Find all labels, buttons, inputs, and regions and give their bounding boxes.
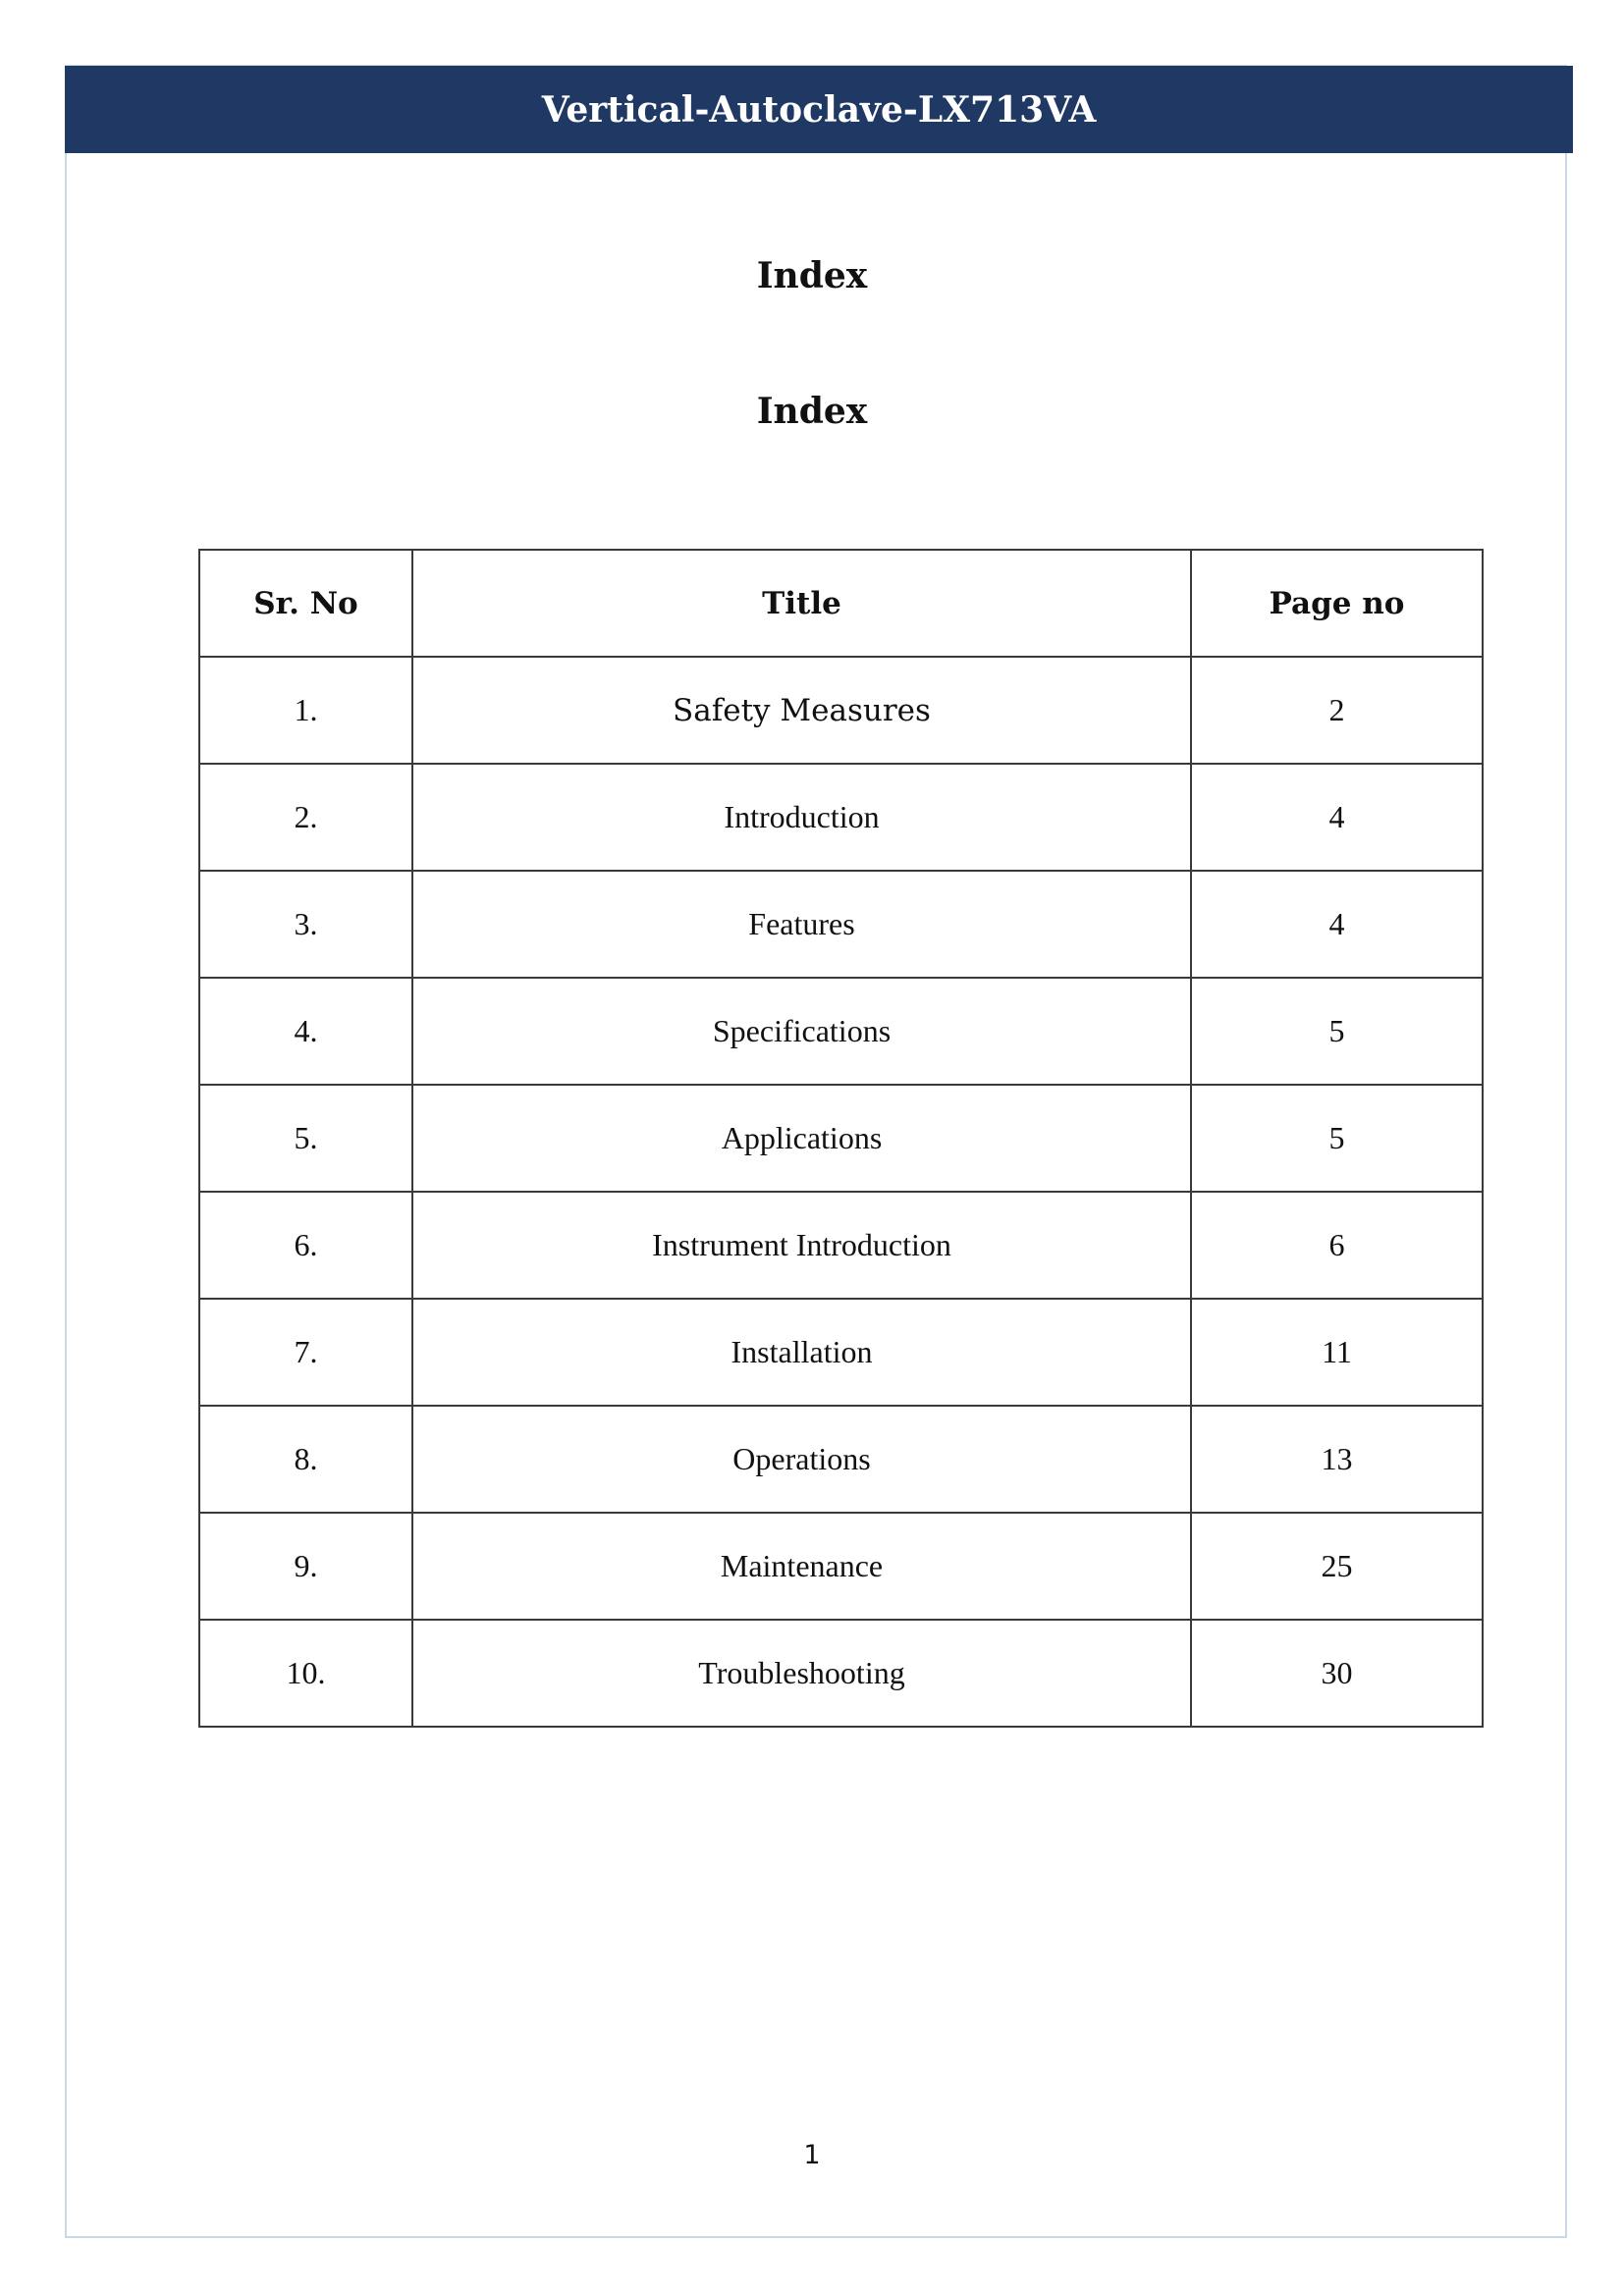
page-no-cell: 11 [1191, 1299, 1483, 1406]
title-cell: Operations [412, 1406, 1191, 1513]
page-no-cell: 13 [1191, 1406, 1483, 1513]
table-row [199, 978, 1483, 1085]
column-header-page-no: Page no [1191, 550, 1483, 657]
sr-no-cell: 5. [199, 1085, 412, 1192]
table-header-row [199, 550, 1483, 657]
sr-no-cell: 1. [199, 657, 412, 764]
page-no-cell: 25 [1191, 1513, 1483, 1620]
sr-no-cell: 9. [199, 1513, 412, 1620]
table-row [199, 1620, 1483, 1727]
title-cell: Features [412, 871, 1191, 978]
title-cell: Installation [412, 1299, 1191, 1406]
page-no-cell: 30 [1191, 1620, 1483, 1727]
table-row [199, 764, 1483, 871]
document-title: Vertical-Autoclave-LX713VA [541, 88, 1097, 131]
page-no-cell: 2 [1191, 657, 1483, 764]
page-no-cell: 6 [1191, 1192, 1483, 1299]
title-cell: Instrument Introduction [412, 1192, 1191, 1299]
table-row [199, 1299, 1483, 1406]
table-row [199, 1085, 1483, 1192]
table-row [199, 871, 1483, 978]
title-cell: Troubleshooting [412, 1620, 1191, 1727]
index-table [198, 549, 1484, 1728]
sr-no-cell: 4. [199, 978, 412, 1085]
page-no-cell: 5 [1191, 1085, 1483, 1192]
sr-no-cell: 7. [199, 1299, 412, 1406]
title-cell: Introduction [412, 764, 1191, 871]
sr-no-cell: 3. [199, 871, 412, 978]
page-number: 1 [803, 2140, 821, 2170]
page-no-cell: 4 [1191, 764, 1483, 871]
page-no-cell: 5 [1191, 978, 1483, 1085]
column-header-sr-no: Sr. No [199, 550, 412, 657]
index-heading: Index [756, 255, 868, 296]
page-no-cell: 4 [1191, 871, 1483, 978]
table-row [199, 1192, 1483, 1299]
table-row [199, 1513, 1483, 1620]
index-subheading: Index [756, 391, 868, 432]
document-header [65, 66, 1573, 153]
column-header-title: Title [412, 550, 1191, 657]
sr-no-cell: 10. [199, 1620, 412, 1727]
table-row [199, 1406, 1483, 1513]
table-row [199, 657, 1483, 764]
title-cell: Specifications [412, 978, 1191, 1085]
sr-no-cell: 2. [199, 764, 412, 871]
title-cell: Maintenance [412, 1513, 1191, 1620]
title-cell: Safety Measures [412, 657, 1191, 764]
sr-no-cell: 8. [199, 1406, 412, 1513]
title-cell: Applications [412, 1085, 1191, 1192]
sr-no-cell: 6. [199, 1192, 412, 1299]
